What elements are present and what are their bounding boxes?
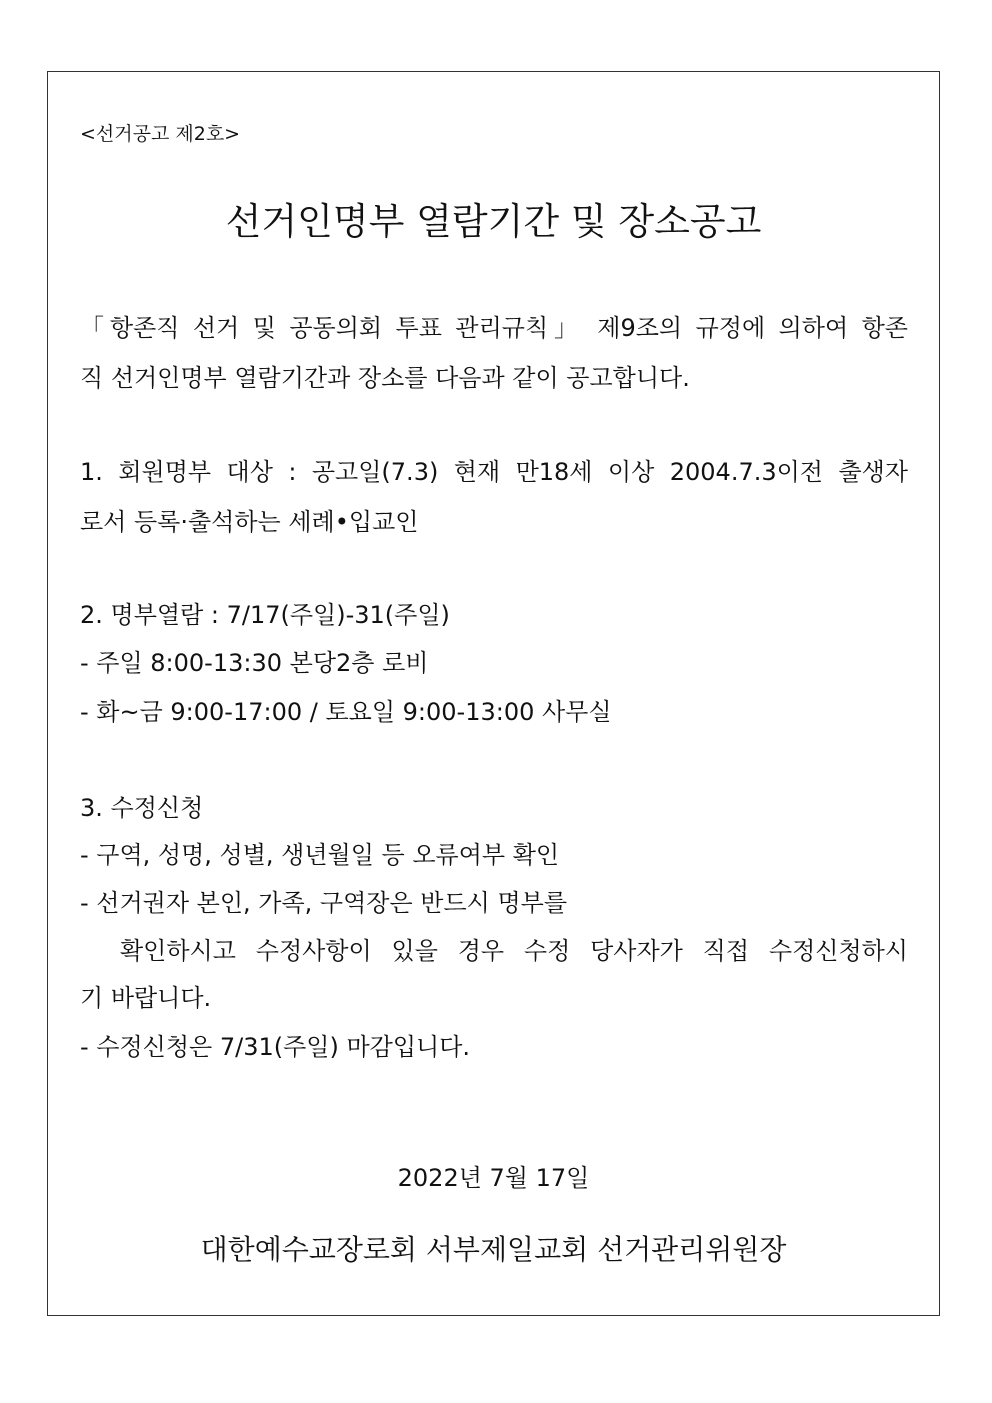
section2-heading: 2. 명부열람 : 7/17(주일)-31(주일) bbox=[80, 601, 450, 629]
notice-border bbox=[47, 71, 940, 1316]
section3-item-1: - 구역, 성명, 성별, 생년월일 등 오류여부 확인 bbox=[80, 841, 560, 869]
notice-number: <선거공고 제2호> bbox=[80, 123, 241, 145]
section1-line-2: 로서 등록·출석하는 세례•입교인 bbox=[80, 508, 419, 536]
section3-item-3: - 수정신청은 7/31(주일) 마감입니다. bbox=[80, 1033, 471, 1061]
section3-item-2-end: 기 바랍니다. bbox=[80, 984, 212, 1012]
section3-heading: 3. 수정신청 bbox=[80, 794, 204, 822]
notice-signature: 대한예수교장로회 서부제일교회 선거관리위원장 bbox=[200, 1233, 787, 1266]
notice-date: 2022년 7월 17일 bbox=[397, 1164, 590, 1192]
intro-line-1: 「항존직 선거 및 공동의회 투표 관리규칙」 제9조의 규정에 의하여 항존 bbox=[80, 314, 908, 342]
notice-title: 선거인명부 열람기간 및 장소공고 bbox=[225, 200, 762, 243]
section3-item-2-continued: 확인하시고 수정사항이 있을 경우 수정 당사자가 직접 수정신청하시 bbox=[120, 937, 908, 965]
section3-item-2: - 선거권자 본인, 가족, 구역장은 반드시 명부를 bbox=[80, 889, 568, 917]
intro-line-2: 직 선거인명부 열람기간과 장소를 다음과 같이 공고합니다. bbox=[80, 364, 690, 392]
section2-item-1: - 주일 8:00-13:30 본당2층 로비 bbox=[80, 649, 429, 677]
section1-line-1: 1. 회원명부 대상 : 공고일(7.3) 현재 만18세 이상 2004.7.3이전 출생자 bbox=[80, 458, 908, 486]
section2-item-2: - 화~금 9:00-17:00 / 토요일 9:00-13:00 사무실 bbox=[80, 698, 612, 726]
